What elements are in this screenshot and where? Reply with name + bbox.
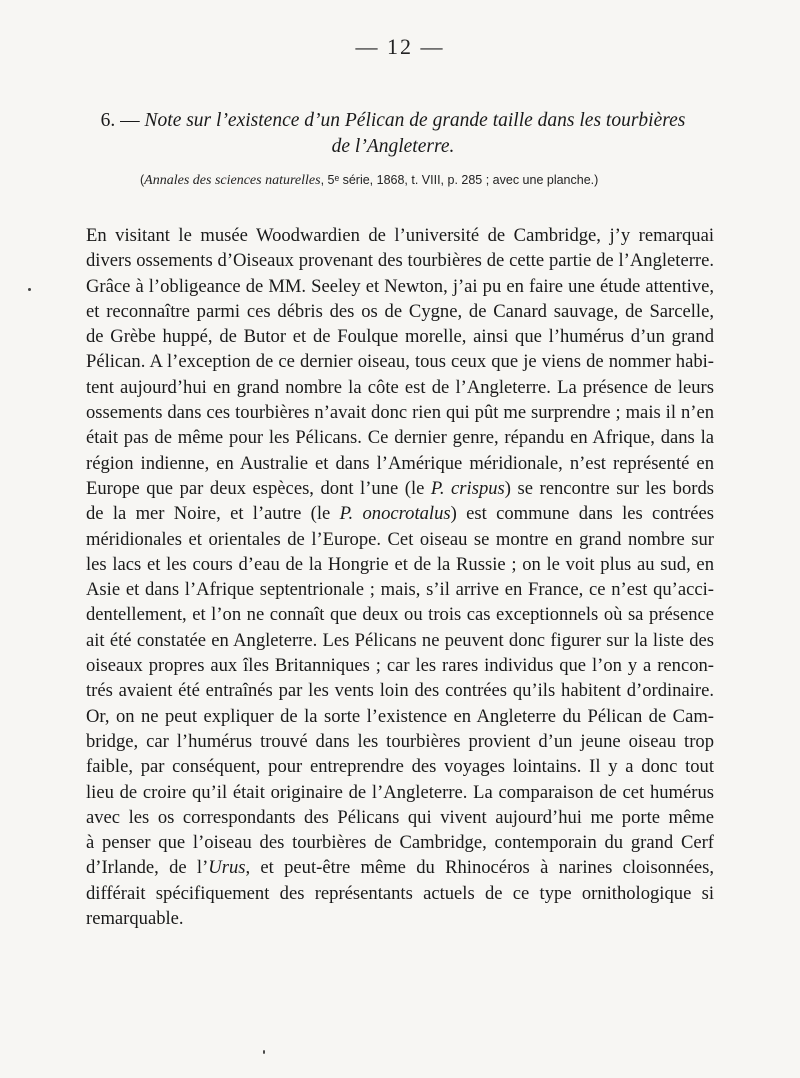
body-line: Or, on ne peut expliquer de la sorte l’existence en Angleterre du Pélican de Cam- — [86, 705, 714, 727]
body-line: En visitant le musée Woodwardien de l’université de Cambridge, j’y remarquai — [86, 225, 714, 246]
body-line: tent aujourd’hui en grand nombre la côte est de l’Angleterre. La présence de leurs — [86, 376, 714, 398]
page-number: — 12 — — [355, 34, 445, 59]
title-line-2: de l’Angleterre. — [331, 136, 455, 157]
article-title — [88, 108, 698, 160]
body-line: oiseaux propres aux îles Britanniques ; car les rares individus que l’on y a rencon- — [86, 655, 714, 677]
body-line: méridionales et orientales de l’Europe. Cet oiseau se montre en grand nombre sur — [86, 528, 714, 550]
body-line: ossements dans ces tourbières n’avait donc rien qui pût me surprendre ; mais il n’en — [86, 402, 714, 424]
body-text — [86, 223, 714, 931]
taxon-name: P. crispus — [430, 477, 505, 499]
body-line: Asie et dans l’Afrique septentrionale ; mais, s’il arrive en France, ce n’est qu’acci- — [86, 579, 714, 601]
body-line: Pélican. A l’exception de ce dernier oiseau, tous ceux que je viens de nommer habi- — [86, 351, 714, 373]
body-line: à penser que l’oiseau des tourbières de Cambridge, contemporain du grand Cerf — [86, 832, 714, 854]
source-details: , 5ᵉ série, 1868, t. VIII, p. 285 ; avec une planche.) — [320, 173, 599, 187]
body-line: Europe que par deux espèces, dont l’une (le P. crispus) se rencontre sur les bords — [86, 477, 714, 499]
body-line: remarquable. — [86, 908, 184, 930]
body-line: de la mer Noire, et l’autre (le P. onocrotalus) est commune dans les contrées — [86, 503, 715, 525]
paper-speck — [263, 1050, 265, 1054]
body-line: avec les os correspondants des Pélicans qui vivent aujourd’hui me porte même — [86, 806, 714, 828]
title-text-1: Note sur l’existence d’un Pélican de grande taille dans les tourbières — [144, 110, 686, 131]
title-line-1 — [88, 108, 698, 134]
article-number: 6. — — [100, 110, 140, 131]
body-line: Grâce à l’obligeance de MM. Seeley et Newton, j’ai pu en faire une étude attentive, — [86, 275, 714, 297]
body-line: région indienne, en Australie et dans l’Amérique méridionale, n’est représenté en — [86, 452, 714, 474]
source-journal: Annales des sciences naturelles — [144, 173, 321, 188]
body-line: différait spécifiquement des représentants actuels de ce type ornithologique si — [86, 882, 714, 904]
body-line: les lacs et les cours d’eau de la Hongrie et de la Russie ; on le voit plus au sud, en — [86, 553, 714, 575]
body-line: dentellement, et l’on ne connaît que deux ou trois cas exceptionnels où sa présence — [86, 604, 714, 626]
taxon-name: P. onocrotalus — [339, 503, 451, 525]
body-line: lieu de croire qu’il était originaire de l’Angleterre. La comparaison de cet humérus — [86, 781, 714, 803]
body-line: d’Irlande, de l’Urus, et peut-être même du Rhinocéros à narines cloisonnées, — [86, 857, 714, 879]
body-line: ait été constatée en Angleterre. Les Pélicans ne peuvent donc figurer sur la liste des — [86, 629, 714, 651]
body-line: bridge, car l’humérus trouvé dans les tourbières provient d’un jeune oiseau trop — [86, 730, 714, 752]
source-open: ( — [140, 173, 145, 187]
paper-speck — [28, 288, 31, 291]
source-citation — [140, 173, 660, 189]
body-line: de Grèbe huppé, de Butor et de Foulque morelle, ainsi que l’humérus d’un grand — [86, 326, 714, 348]
body-line: était pas de même pour les Pélicans. Ce dernier genre, répandu en Afrique, dans la — [86, 427, 714, 449]
taxon-name: Urus — [208, 857, 246, 879]
body-line: faible, par conséquent, pour entreprendre des voyages lointains. Il y a donc tout — [86, 756, 714, 778]
body-line: divers ossements d’Oiseaux provenant des tourbières de cette partie de l’Angleterre. — [86, 250, 714, 272]
body-line: et reconnaître parmi ces débris des os de Cygne, de Canard sauvage, de Sarcelle, — [86, 300, 714, 322]
body-line: trés avaient été entraînés par les vents loin des contrées qu’ils habitent d’ordinaire. — [86, 680, 714, 702]
